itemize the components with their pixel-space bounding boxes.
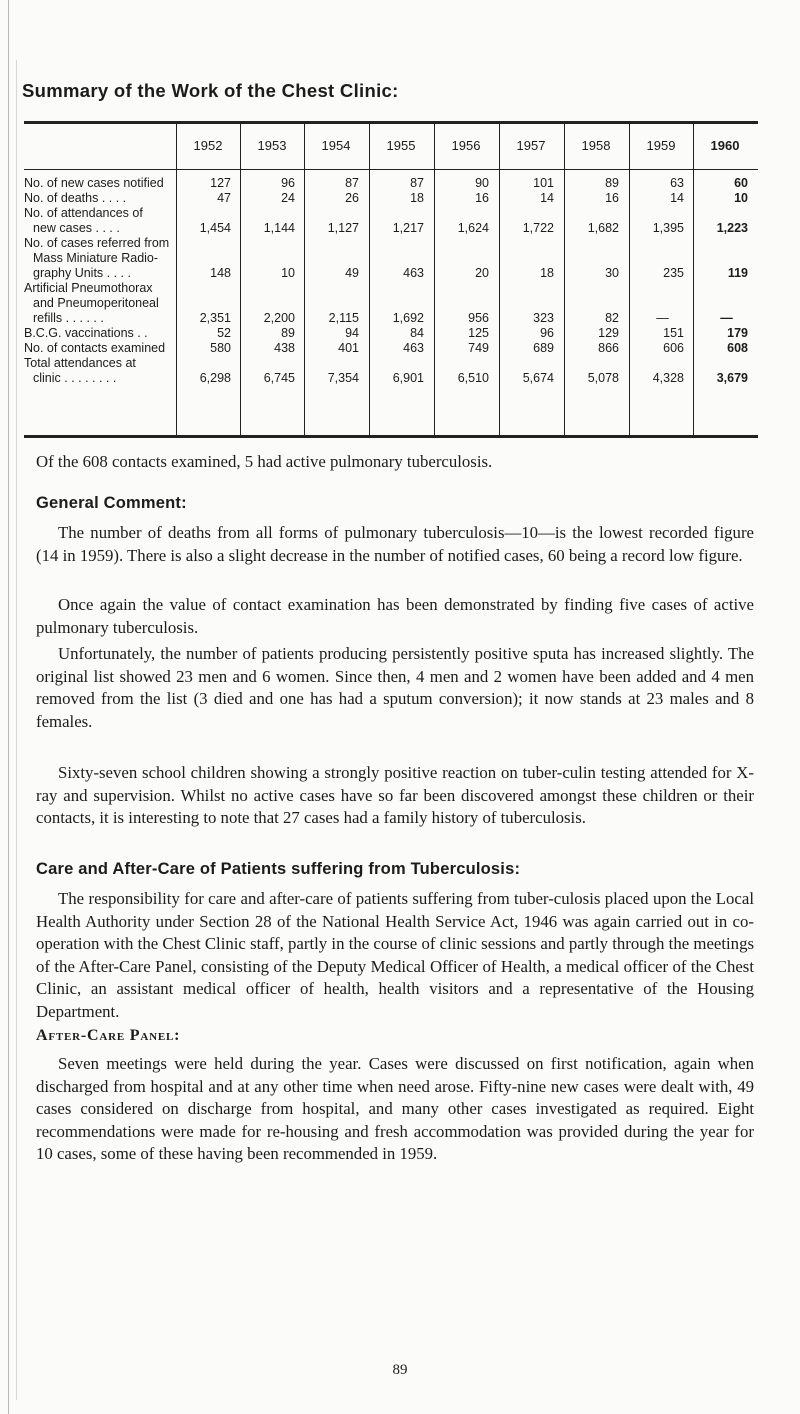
column-rule — [499, 124, 500, 435]
table-cell: 2,115 — [328, 311, 359, 325]
table-cell: 1,722 — [522, 221, 554, 235]
row-label — [24, 191, 174, 206]
table-cell: 26 — [345, 191, 359, 205]
table-cell: 3,679 — [716, 371, 748, 385]
table-cell: 866 — [598, 341, 619, 355]
table-cell: 129 — [598, 326, 619, 340]
table-cell: 89 — [605, 176, 619, 190]
table-cell: 6,298 — [199, 371, 231, 385]
table-cell: 4,328 — [652, 371, 684, 385]
table-cell: 235 — [663, 266, 684, 280]
row-label-line: refills . . . . . . — [33, 311, 104, 325]
table-cell: 82 — [605, 311, 619, 325]
table-cell: 1,682 — [587, 221, 619, 235]
column-rule — [304, 124, 305, 435]
table-cell: 689 — [533, 341, 554, 355]
general-comment-paragraph: Sixty-seven school children showing a strongly positive reaction on tuber-culin testing attended for X-ray and supervision. Whilst no active cases have so far been discovered amongst these children or their contacts, it is interesting to note that 27 cases had a family history of tuberculosis. — [36, 763, 754, 827]
table-cell: — — [720, 311, 733, 325]
table-cell: 6,745 — [263, 371, 295, 385]
row-label — [24, 326, 174, 341]
table-cell: 606 — [663, 341, 684, 355]
table-cell: 323 — [533, 311, 554, 325]
table-cell: 125 — [468, 326, 489, 340]
table-cell: 84 — [410, 326, 424, 340]
year-header: 1958 — [581, 138, 611, 153]
row-label-line: clinic . . . . . . . . — [33, 371, 117, 385]
table-cell: 52 — [217, 326, 231, 340]
table-cell: 5,078 — [587, 371, 619, 385]
year-header: 1956 — [451, 138, 481, 153]
table-cell: 1,223 — [716, 221, 748, 235]
table-cell: 49 — [345, 266, 359, 280]
table-cell: 63 — [670, 176, 684, 190]
table-cell: 30 — [605, 266, 619, 280]
table-cell: 89 — [281, 326, 295, 340]
page-number: 89 — [392, 1362, 408, 1378]
table-cell: 24 — [281, 191, 295, 205]
row-label-line: No. of new cases notified — [24, 176, 164, 190]
row-label-line: No. of attendances of — [24, 206, 143, 220]
table-cell: 94 — [345, 326, 359, 340]
table-cell: 463 — [403, 341, 424, 355]
table-cell: 60 — [734, 176, 748, 190]
contacts-note: Of the 608 contacts examined, 5 had active pulmonary tuberculosis. — [36, 452, 493, 471]
table-cell: 1,127 — [327, 221, 359, 235]
year-header: 1954 — [321, 138, 351, 153]
table-cell: 179 — [727, 326, 748, 340]
care-heading: Care and After-Care of Patients suffering from Tuberculosis: — [36, 860, 521, 878]
table-cell: 2,200 — [263, 311, 295, 325]
row-label — [24, 176, 174, 191]
row-label-line: Artificial Pneumothorax — [24, 281, 153, 295]
table-cell: 10 — [734, 191, 748, 205]
year-header: 1955 — [386, 138, 416, 153]
table-cell: 5,674 — [522, 371, 554, 385]
general-comment-paragraph: Once again the value of contact examination has been demonstrated by finding five cases of active pulmonary tuberculosis. — [36, 595, 754, 637]
table-cell: 14 — [540, 191, 554, 205]
care-paragraph: The responsibility for care and after-care of patients suffering from tuber-culosis placed upon the Local Health Authority under Section 28 of the National Health Service Act, 1946 was again carried out in co-operation with the Chest Clinic staff, partly in the course of clinic sessions and partly through the meetings of the After-Care Panel, consisting of the Deputy Medical Officer of Health, a medical officer of the Chest Clinic, an assistant medical officer of health, health visitors and a representative of the Housing Department. — [36, 889, 754, 1021]
table-cell: 16 — [605, 191, 619, 205]
table-cell: 401 — [338, 341, 359, 355]
table-cell: 608 — [727, 341, 748, 355]
row-label-line: and Pneumoperitoneal — [33, 296, 159, 310]
table-cell: 7,354 — [327, 371, 359, 385]
row-label-line: No. of contacts examined — [24, 341, 166, 355]
year-header: 1952 — [193, 138, 223, 153]
table-cell: 1,217 — [392, 221, 424, 235]
table-cell: 127 — [210, 176, 231, 190]
column-rule — [240, 124, 241, 435]
year-header: 1957 — [516, 138, 546, 153]
table-cell: 18 — [540, 266, 554, 280]
table-cell: 1,624 — [457, 221, 489, 235]
summary-table — [24, 121, 758, 438]
table-cell: 463 — [403, 266, 424, 280]
column-rule — [629, 124, 630, 435]
column-rule — [176, 124, 177, 435]
table-cell: 87 — [410, 176, 424, 190]
after-care-panel-paragraph: Seven meetings were held during the year. Cases were discussed on first notification, again when discharged from hospital and at any other time when need arose. Fifty-nine new cases were dealt with, 49 cases considered on discharge from hospital, and many other cases investigated as required. Eight recommendations were made for re-housing and fresh accommodation was provided during the year for 10 cases, some of these having been recommended in 1959. — [36, 1054, 754, 1163]
row-label — [24, 236, 174, 281]
row-label-line: graphy Units . . . . — [33, 266, 131, 280]
table-cell: 47 — [217, 191, 231, 205]
row-label-line: Mass Miniature Radio- — [33, 251, 159, 265]
row-label — [24, 356, 174, 386]
table-cell: 1,692 — [392, 311, 424, 325]
table-cell: 151 — [663, 326, 684, 340]
table-cell: 101 — [533, 176, 554, 190]
column-rule — [369, 124, 370, 435]
row-label-line: B.C.G. vaccinations . . — [24, 326, 148, 340]
general-comment-paragraph: The number of deaths from all forms of pulmonary tuberculosis—10—is the lowest recorded figure (14 in 1959). There is also a slight decrease in the number of notified cases, 60 being a record low figure. — [36, 523, 754, 565]
table-cell: 14 — [670, 191, 684, 205]
year-header: 1960 — [710, 138, 740, 153]
table-cell: 580 — [210, 341, 231, 355]
table-cell: 16 — [475, 191, 489, 205]
row-label — [24, 281, 174, 326]
general-comment-heading: General Comment: — [36, 494, 187, 512]
general-comment-paragraph: Unfortunately, the number of patients producing persistently positive sputa has increased slightly. The original list showed 23 men and 6 women. Since then, 4 men and 2 women have been added and 4 men removed from the list (3 died and one has had a sputum conversion); it now stands at 23 males and 8 females. — [36, 644, 754, 731]
table-cell: 148 — [210, 266, 231, 280]
table-cell: 119 — [727, 266, 748, 280]
page-edge-line — [8, 0, 9, 1414]
row-label — [24, 206, 174, 236]
table-cell: 18 — [410, 191, 424, 205]
header-rule — [24, 169, 758, 170]
page-edge-line-inner — [16, 60, 17, 1400]
table-cell: 90 — [475, 176, 489, 190]
row-label-line: new cases . . . . — [33, 221, 120, 235]
year-header: 1959 — [646, 138, 676, 153]
table-cell: 96 — [540, 326, 554, 340]
row-label-line: No. of cases referred from — [24, 236, 170, 250]
table-cell: 6,510 — [457, 371, 489, 385]
table-cell: 96 — [281, 176, 295, 190]
column-rule — [434, 124, 435, 435]
column-rule — [693, 124, 694, 435]
table-cell: 20 — [475, 266, 489, 280]
row-label-line: No. of deaths . . . . — [24, 191, 127, 205]
table-cell: 956 — [468, 311, 489, 325]
table-cell: 2,351 — [199, 311, 231, 325]
page-title: Summary of the Work of the Chest Clinic: — [22, 80, 399, 101]
table-cell: 749 — [468, 341, 489, 355]
table-cell: 1,454 — [199, 221, 231, 235]
year-header: 1953 — [257, 138, 287, 153]
row-label — [24, 341, 174, 356]
table-cell: 10 — [281, 266, 295, 280]
table-cell: 1,395 — [652, 221, 684, 235]
table-cell: 438 — [274, 341, 295, 355]
table-cell: 87 — [345, 176, 359, 190]
table-cell: — — [656, 311, 669, 325]
row-label-line: Total attendances at — [24, 356, 136, 370]
table-cell: 1,144 — [263, 221, 295, 235]
table-cell: 6,901 — [392, 371, 424, 385]
after-care-panel-heading: After-Care Panel: — [36, 1027, 181, 1044]
column-rule — [564, 124, 565, 435]
